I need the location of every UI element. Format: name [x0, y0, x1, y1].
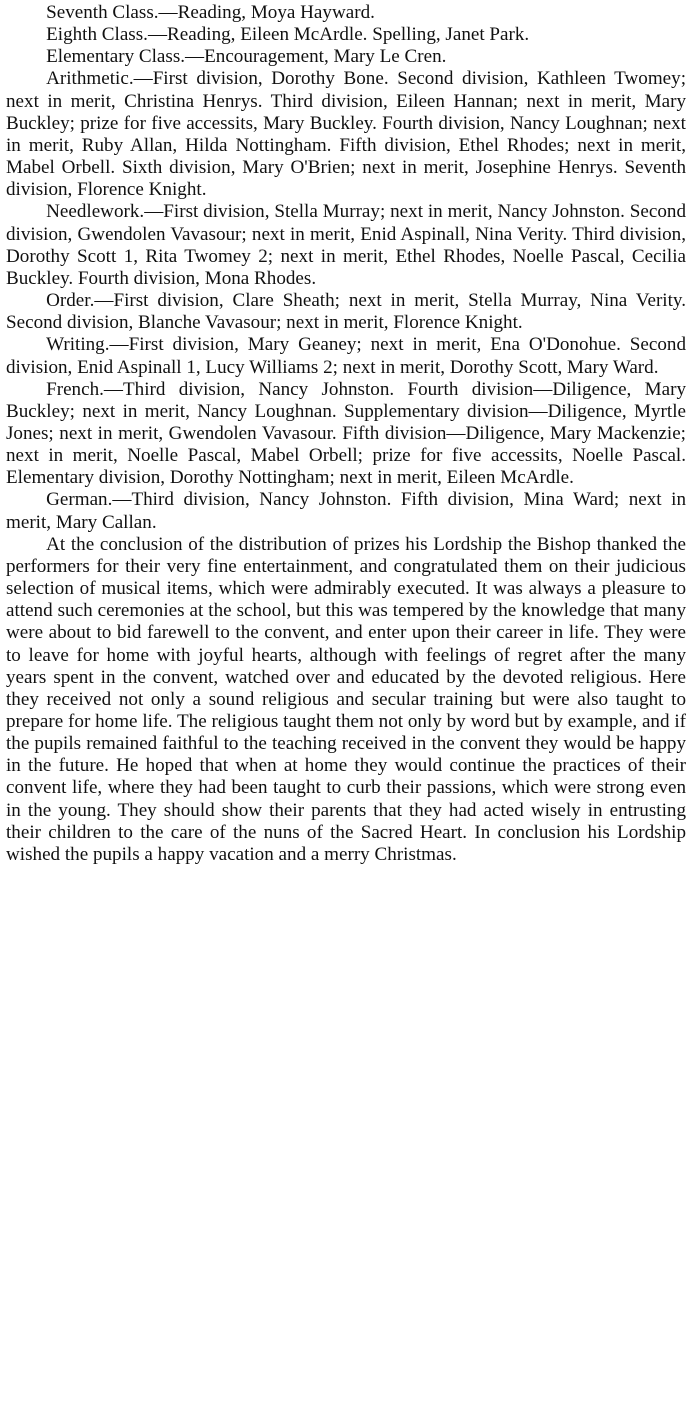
writing-paragraph: Writing.—First division, Mary Geaney; next in merit, Ena O'Donohue. Second division, Enid Aspinall 1, Lucy Williams 2; next in merit, Dorothy Scott, Mary Ward. — [6, 334, 686, 378]
order-paragraph: Order.—First division, Clare Sheath; next in merit, Stella Murray, Nina Verity. Second division, Blanche Vavasour; next in merit, Florence Knight. — [6, 290, 686, 334]
eighth-class-paragraph: Eighth Class.—Reading, Eileen McArdle. Spelling, Janet Park. — [46, 24, 530, 46]
needlework-paragraph: Needlework.—First division, Stella Murray; next in merit, Nancy Johnston. Second division, Gwendolen Vavasour; next in merit, Enid Aspinall, Nina Verity. Third division, Dorothy Scott 1, Rita Twomey 2; next in merit, Ethel Rhodes, Noelle Pascal, Cecilia Buckley. Fourth division, Mona Rhodes. — [6, 201, 686, 289]
elementary-class-paragraph: Elementary Class.—Encouragement, Mary Le Cren. — [46, 46, 447, 68]
bishop-address-paragraph: At the conclusion of the distribution of prizes his Lordship the Bishop thanked the performers for their very fine entertainment, and congratulated them on their judicious selection of musical items, which were admirably executed. It was always a pleasure to attend such ceremonies at the school, but this was tempered by the knowledge that many were about to bid farewell to the convent, and enter upon their career in life. They were to leave for home with joyful hearts, although with feelings of regret after the many years spent in the convent, watched over and educated by the devoted religious. Here they received not only a sound religious and secular training but were also taught to prepare for home life. The religious taught them not only by word but by example, and if the pupils remained faithful to the teaching received in the convent they would be happy in the future. He hoped that when at home they would continue the practices of their convent life, where they had been taught to curb their passions, which were strong even in the young. They should show their parents that they had acted wisely in entrusting their children to the care of the nuns of the Sacred Heart. In conclusion his Lordship wished the pupils a happy vacation and a merry Christmas. — [6, 533, 686, 865]
german-paragraph: German.—Third division, Nancy Johnston. Fifth division, Mina Ward; next in merit, Mary Callan. — [6, 489, 686, 533]
french-paragraph: French.—Third division, Nancy Johnston. Fourth division—Diligence, Mary Buckley; next in merit, Nancy Loughnan. Supplementary division—Diligence, Myrtle Jones; next in merit, Gwendolen Vavasour. Fifth division—Diligence, Mary Mackenzie; next in merit, Noelle Pascal, Mabel Orbell; prize for five accessits, Noelle Pascal. Elementary division, Dorothy Nottingham; next in merit, Eileen McArdle. — [6, 378, 686, 489]
seventh-class-paragraph: Seventh Class.—Reading, Moya Hayward. — [46, 2, 375, 23]
arithmetic-paragraph: Arithmetic.—First division, Dorothy Bone. Second division, Kathleen Twomey; next in merit, Christina Henrys. Third division, Eileen Hannan; next in merit, Mary Buckley; prize for five accessits, Mary Buckley. Fourth division, Nancy Loughnan; next in merit, Ruby Allan, Hilda Nottingham. Fifth division, Ethel Rhodes; next in merit, Mabel Orbell. Sixth division, Mary O'Brien; next in merit, Josephine Henrys. Seventh division, Florence Knight. — [6, 68, 686, 201]
